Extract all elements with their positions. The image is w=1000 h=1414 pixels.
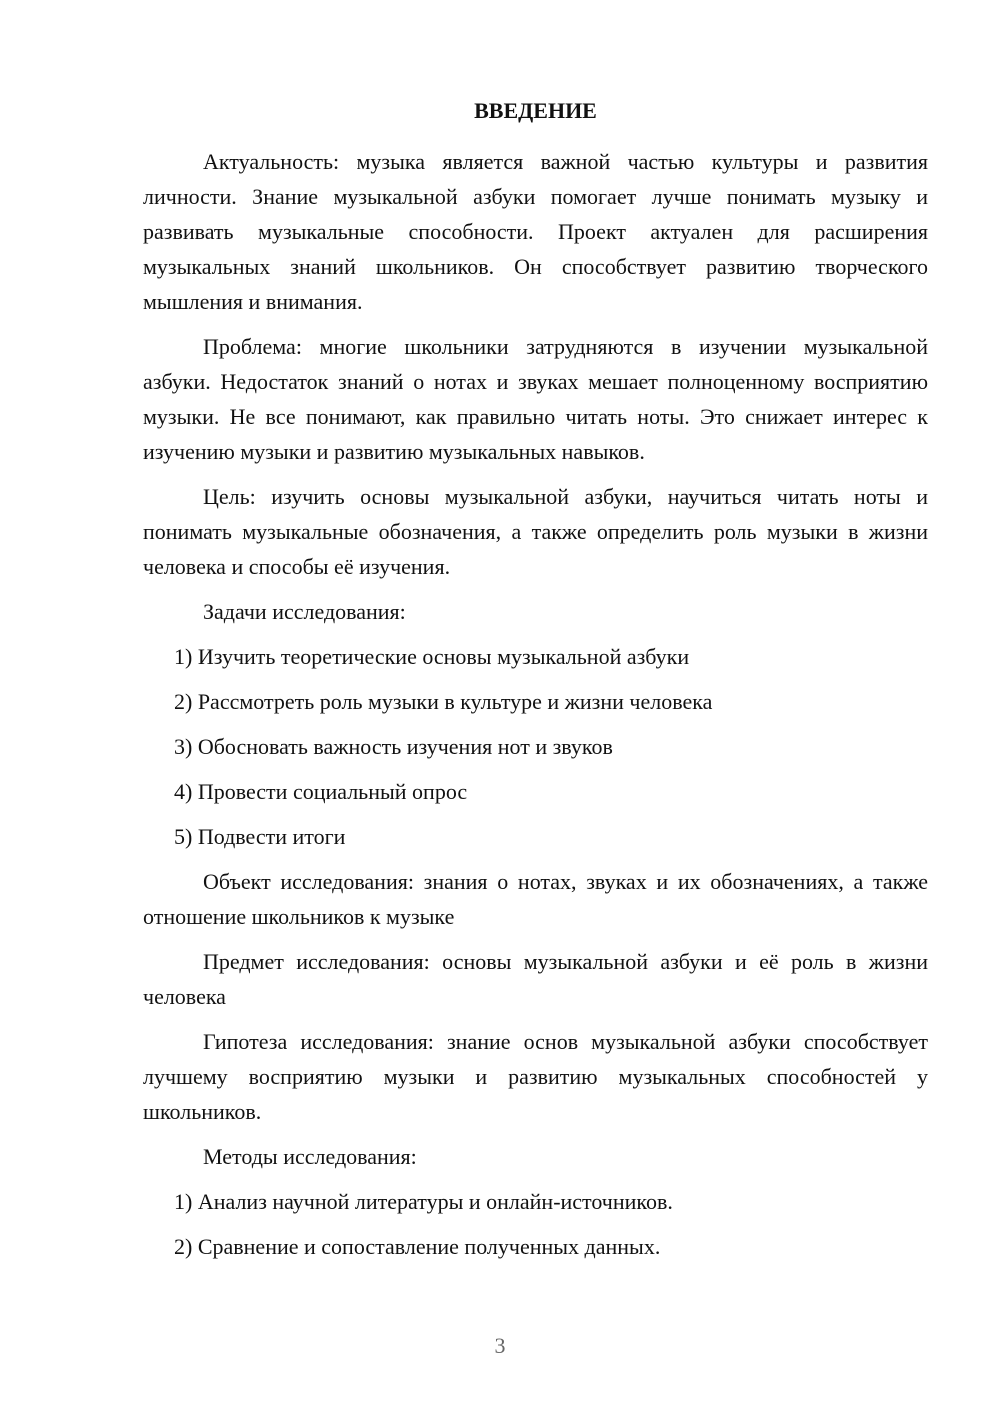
list-item: 1) Изучить теоретические основы музыкальной азбуки xyxy=(174,644,690,669)
list-item: 5) Подвести итоги xyxy=(174,824,346,849)
list-item: 1) Анализ научной литературы и онлайн-источников. xyxy=(174,1189,673,1214)
list-item: 2) Рассмотреть роль музыки в культуре и жизни человека xyxy=(174,689,713,714)
section-title: ВВЕДЕНИЕ xyxy=(474,98,597,123)
list-item: 2) Сравнение и сопоставление полученных данных. xyxy=(174,1234,661,1259)
list-item: 3) Обосновать важность изучения нот и звуков xyxy=(174,734,613,759)
list-item: 4) Провести социальный опрос xyxy=(174,779,468,804)
subject-paragraph: Предмет исследования: основы музыкальной азбуки и её роль в жизни человека xyxy=(143,949,928,1009)
page-content xyxy=(143,96,928,1274)
methods-heading: Методы исследования: xyxy=(203,1144,417,1169)
page-number: 3 xyxy=(494,1333,506,1358)
problem-paragraph: Проблема: многие школьники затрудняются в изучении музыкальной азбуки. Недостаток знаний о нотах и звуках мешает полноценному восприятию музыки. Не все понимают, как правильно читать ноты. Это снижает интерес к изучению музыки и развитию музыкальных навыков. xyxy=(143,334,928,464)
relevance-paragraph: Актуальность: музыка является важной частью культуры и развития личности. Знание музыкальной азбуки помогает лучше понимать музыку и развивать музыкальные способности. Проект актуален для расширения музыкальных знаний школьников. Он способствует развитию творческого мышления и внимания. xyxy=(143,149,928,314)
tasks-list xyxy=(143,639,928,854)
goal-paragraph: Цель: изучить основы музыкальной азбуки, научиться читать ноты и понимать музыкальные обозначения, а также определить роль музыки в жизни человека и способы её изучения. xyxy=(143,484,928,579)
hypothesis-paragraph: Гипотеза исследования: знание основ музыкальной азбуки способствует лучшему восприятию музыки и развитию музыкальных способностей у школьников. xyxy=(143,1029,928,1124)
object-paragraph: Объект исследования: знания о нотах, звуках и их обозначениях, а также отношение школьников к музыке xyxy=(143,869,928,929)
methods-list xyxy=(143,1184,928,1264)
tasks-heading: Задачи исследования: xyxy=(203,599,406,624)
